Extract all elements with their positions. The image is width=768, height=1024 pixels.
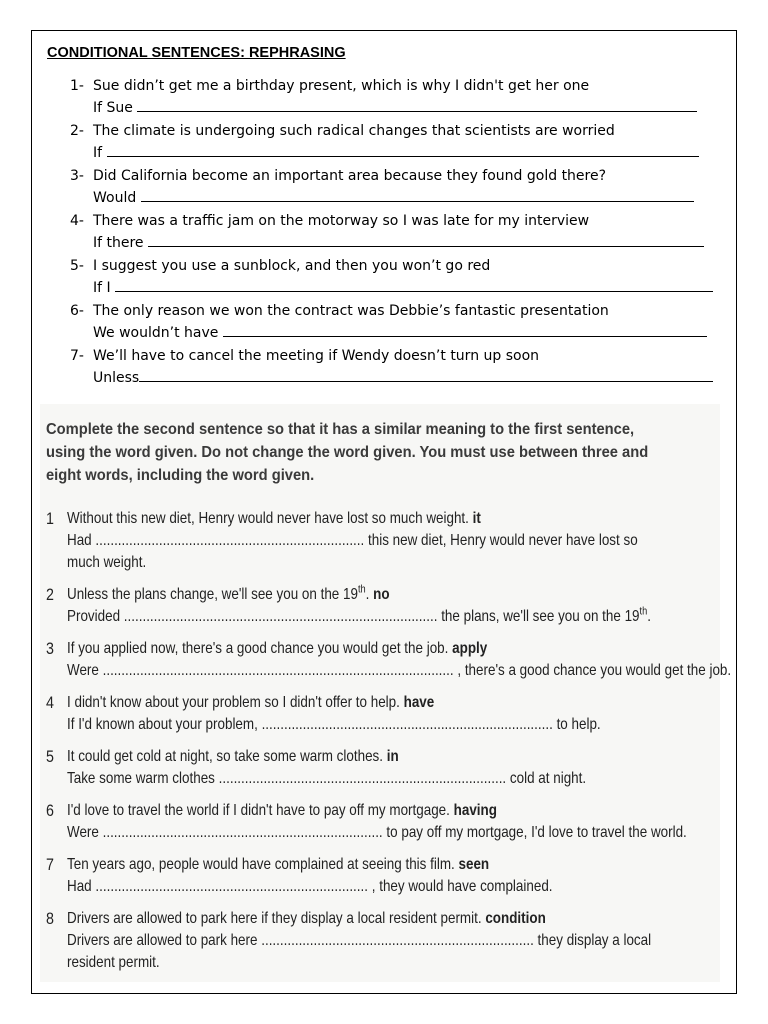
- item-number: 2: [46, 585, 54, 604]
- item-sentence: The only reason we won the contract was Debbie’s fantastic presentation: [93, 303, 609, 319]
- item-prompt: Had: [67, 878, 92, 895]
- item-number: 5-: [70, 258, 84, 274]
- key-word: seen: [458, 856, 490, 873]
- transform-item-5: [46, 746, 617, 790]
- key-word: have: [403, 694, 435, 711]
- key-word: no: [373, 586, 390, 603]
- item-continuation: to pay off my mortgage, I'd love to travel the world.: [386, 824, 687, 841]
- rephrase-item-3: [70, 165, 694, 209]
- answer-blank[interactable]: ...........................................................................: [102, 824, 383, 841]
- rephrase-item-2: [70, 120, 699, 164]
- sentence-end: .: [647, 608, 651, 625]
- item-sentence: Drivers are allowed to park here if they display a local resident permit.: [67, 910, 482, 927]
- item-sentence: Without this new diet, Henry would never have lost so much weight.: [67, 510, 469, 527]
- rephrase-item-5: [70, 255, 713, 299]
- item-number: 4: [46, 693, 54, 712]
- answer-blank[interactable]: [115, 277, 713, 292]
- item-prompt: If I'd known about your problem,: [67, 716, 258, 733]
- transform-item-6: [46, 800, 687, 844]
- key-word: having: [453, 802, 497, 819]
- ordinal-suffix: th: [639, 605, 648, 618]
- item-prompt: If there: [93, 235, 144, 251]
- item-sentence: If you applied now, there's a good chance you would get the job.: [67, 640, 449, 657]
- key-word: condition: [485, 910, 546, 927]
- item-number: 3: [46, 639, 54, 658]
- answer-blank[interactable]: [223, 322, 707, 337]
- item-prompt: We wouldn’t have: [93, 325, 219, 341]
- item-sentence: I didn't know about your problem so I didn't offer to help.: [67, 694, 400, 711]
- scanned-exercise: [40, 404, 732, 982]
- item-continuation: they display a local: [537, 932, 652, 949]
- item-prompt: If: [93, 145, 103, 161]
- item-prompt: If I: [93, 280, 111, 296]
- item-continuation: , there's a good chance you would get the job.: [457, 662, 732, 679]
- item-continuation: cold at night.: [509, 770, 587, 787]
- answer-blank[interactable]: [107, 142, 699, 157]
- item-number: 8: [46, 909, 54, 928]
- worksheet-title: CONDITIONAL SENTENCES: REPHRASING: [47, 45, 346, 61]
- item-number: 1-: [70, 78, 84, 94]
- item-number: 3-: [70, 168, 84, 184]
- item-sentence: Sue didn’t get me a birthday present, which is why I didn't get her one: [93, 78, 590, 94]
- item-number: 2-: [70, 123, 84, 139]
- answer-blank[interactable]: [139, 367, 713, 382]
- transform-item-2: [46, 583, 651, 628]
- item-prompt: Provided: [67, 608, 121, 625]
- item-sentence: I suggest you use a sunblock, and then you won’t go red: [93, 258, 491, 274]
- answer-blank[interactable]: [148, 232, 704, 247]
- item-sentence: Unless the plans change, we'll see you on the 19: [67, 586, 358, 603]
- sentence-end: .: [365, 586, 370, 603]
- transform-item-7: [46, 854, 617, 898]
- transform-item-1: [46, 508, 638, 574]
- transform-item-8: [46, 908, 652, 974]
- answer-blank[interactable]: .........................................................................: [261, 932, 534, 949]
- answer-blank[interactable]: ....................................................................................: [123, 608, 438, 625]
- item-number: 1: [46, 509, 54, 528]
- item-continuation: to help.: [556, 716, 601, 733]
- item-number: 6: [46, 801, 54, 820]
- answer-blank[interactable]: .........................................................................: [95, 878, 368, 895]
- key-word: in: [386, 748, 399, 765]
- item-prompt: Drivers are allowed to park here: [67, 932, 258, 949]
- item-sentence: Ten years ago, people would have complained at seeing this film.: [67, 856, 455, 873]
- item-sentence: There was a traffic jam on the motorway so I was late for my interview: [93, 213, 590, 229]
- item-sentence: I'd love to travel the world if I didn't have to pay off my mortgage.: [67, 802, 450, 819]
- item-prompt: If Sue: [93, 100, 133, 116]
- transform-item-3: [46, 638, 732, 682]
- item-sentence: We’ll have to cancel the meeting if Wendy doesn’t turn up soon: [93, 348, 540, 364]
- rephrase-item-7: [70, 345, 713, 389]
- item-prompt: Would: [93, 190, 137, 206]
- item-continuation: the plans, we'll see you on the 19: [441, 608, 640, 625]
- item-number: 7-: [70, 348, 84, 364]
- item-prompt: Were: [67, 662, 99, 679]
- key-word: it: [472, 510, 481, 527]
- answer-blank[interactable]: ..............................................................................................: [102, 662, 454, 679]
- item-number: 7: [46, 855, 54, 874]
- item-continuation: , they would have complained.: [371, 878, 553, 895]
- item-sentence: The climate is undergoing such radical changes that scientists are worried: [93, 123, 615, 139]
- item-sentence: It could get cold at night, so take some warm clothes.: [67, 748, 383, 765]
- answer-blank[interactable]: ........................................................................: [95, 532, 365, 549]
- key-word: apply: [452, 640, 488, 657]
- answer-blank[interactable]: .............................................................................: [218, 770, 507, 787]
- transform-item-4: [46, 692, 617, 736]
- item-number: 4-: [70, 213, 84, 229]
- instructions-text: Complete the second sentence so that it has a similar meaning to the first sentence, using the word given. Do not change the word given. You must use between three and eight words, including the word given.: [46, 421, 649, 484]
- item-continuation: resident permit.: [67, 954, 160, 971]
- item-continuation: this new diet, Henry would never have lost so: [367, 532, 638, 549]
- item-prompt: Unless: [93, 370, 140, 386]
- item-prompt: Were: [67, 824, 99, 841]
- item-continuation: much weight.: [67, 554, 147, 571]
- answer-blank[interactable]: [141, 187, 694, 202]
- item-prompt: Had: [67, 532, 92, 549]
- rephrase-item-1: [70, 75, 697, 119]
- rephrase-item-6: [70, 300, 707, 344]
- item-prompt: Take some warm clothes: [67, 770, 215, 787]
- item-number: 5: [46, 747, 54, 766]
- answer-blank[interactable]: ..............................................................................: [261, 716, 553, 733]
- item-number: 6-: [70, 303, 84, 319]
- answer-blank[interactable]: [137, 97, 697, 112]
- rephrase-item-4: [70, 210, 704, 254]
- item-sentence: Did California become an important area because they found gold there?: [93, 168, 607, 184]
- ordinal-suffix: th: [357, 583, 366, 596]
